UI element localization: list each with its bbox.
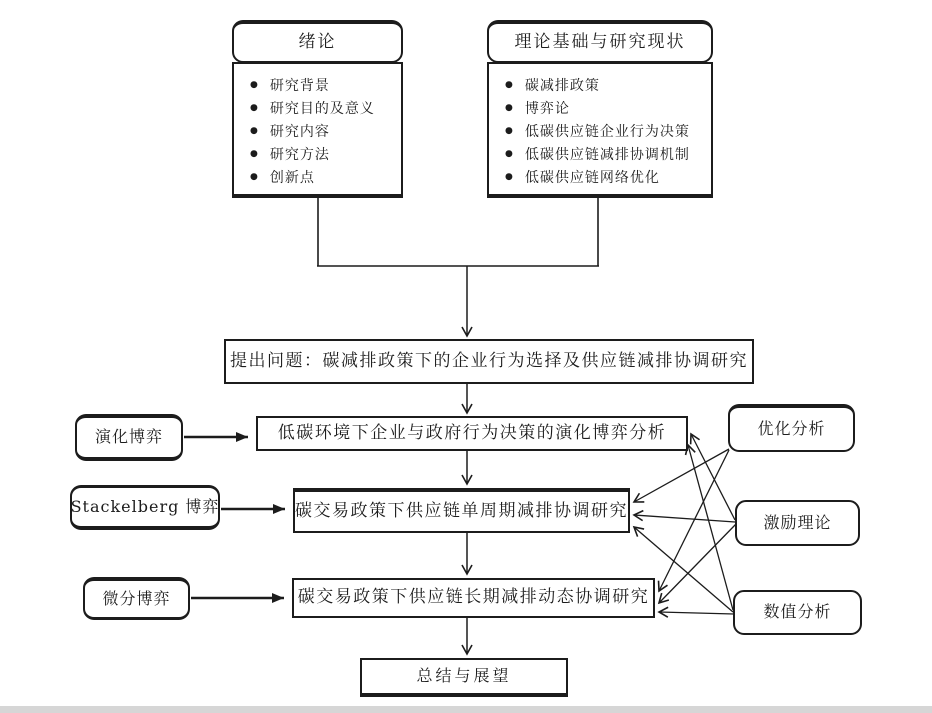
list-item — [505, 75, 690, 98]
method-box-differential-game — [83, 577, 190, 620]
page-footer-band — [0, 706, 932, 713]
study-label: 碳交易政策下供应链单周期减排协调研究 — [295, 500, 628, 521]
list-item-label: 研究方法 — [269, 147, 330, 164]
tool-label: 优化分析 — [757, 418, 826, 438]
bullet-icon: ● — [505, 126, 514, 137]
bullet-icon: ● — [250, 103, 259, 114]
bullet-icon: ● — [505, 172, 514, 183]
list-item — [250, 98, 375, 121]
list-item-label: 低碳供应链网络优化 — [524, 170, 660, 187]
bullet-icon: ● — [505, 103, 514, 114]
study-label: 低碳环境下企业与政府行为决策的演化博弈分析 — [277, 422, 667, 443]
theory-title: 理论基础与研究现状 — [514, 31, 686, 52]
study-box-single-period — [293, 488, 630, 533]
method-label: Stackelberg 博弈 — [70, 496, 220, 516]
chapter-merge-connector — [317, 198, 599, 266]
problem-label: 提出问题：碳减排政策下的企业行为选择及供应链减排协调研究 — [230, 350, 748, 371]
list-item — [250, 144, 375, 167]
summary-label: 总结与展望 — [416, 666, 512, 686]
intro-list — [234, 64, 375, 190]
method-label: 微分博弈 — [102, 588, 171, 608]
tool-box-incentive-theory — [735, 500, 860, 546]
tool-label: 数值分析 — [763, 602, 832, 622]
bullet-icon: ● — [250, 149, 259, 160]
intro-title: 绪论 — [298, 31, 337, 52]
study-box-evolution-analysis — [256, 416, 688, 451]
theory-list-box — [487, 62, 713, 198]
list-item-label: 研究内容 — [269, 124, 330, 141]
intro-list-box — [232, 62, 403, 198]
theory-list — [489, 64, 690, 190]
list-item — [250, 167, 375, 190]
bullet-icon: ● — [250, 80, 259, 91]
study-box-long-term — [292, 578, 655, 618]
tool-label: 激励理论 — [763, 512, 832, 532]
list-item — [250, 121, 375, 144]
list-item — [505, 144, 690, 167]
theory-header-box — [487, 20, 713, 63]
list-item-label: 低碳供应链减排协调机制 — [524, 147, 690, 164]
bullet-icon: ● — [505, 149, 514, 160]
method-box-evolution-game — [75, 414, 183, 461]
list-item — [505, 121, 690, 144]
list-item — [505, 98, 690, 121]
tool-box-numerical-analysis — [733, 590, 862, 635]
intro-header-box — [232, 20, 403, 63]
bullet-icon: ● — [250, 126, 259, 137]
method-box-stackelberg-game — [70, 485, 220, 530]
list-item — [505, 167, 690, 190]
list-item-label: 研究目的及意义 — [269, 101, 375, 118]
study-label: 碳交易政策下供应链长期减排动态协调研究 — [297, 587, 650, 608]
list-item — [250, 75, 375, 98]
list-item-label: 创新点 — [269, 170, 315, 187]
bullet-icon: ● — [250, 172, 259, 183]
list-item-label: 研究背景 — [269, 78, 330, 95]
list-item-label: 碳减排政策 — [524, 78, 600, 95]
list-item-label: 博弈论 — [524, 101, 570, 118]
list-item-label: 低碳供应链企业行为决策 — [524, 124, 690, 141]
problem-box — [224, 339, 754, 384]
tool-box-optimization-analysis — [728, 404, 855, 452]
bullet-icon: ● — [505, 80, 514, 91]
summary-box — [360, 658, 568, 697]
method-label: 演化博弈 — [94, 427, 163, 447]
